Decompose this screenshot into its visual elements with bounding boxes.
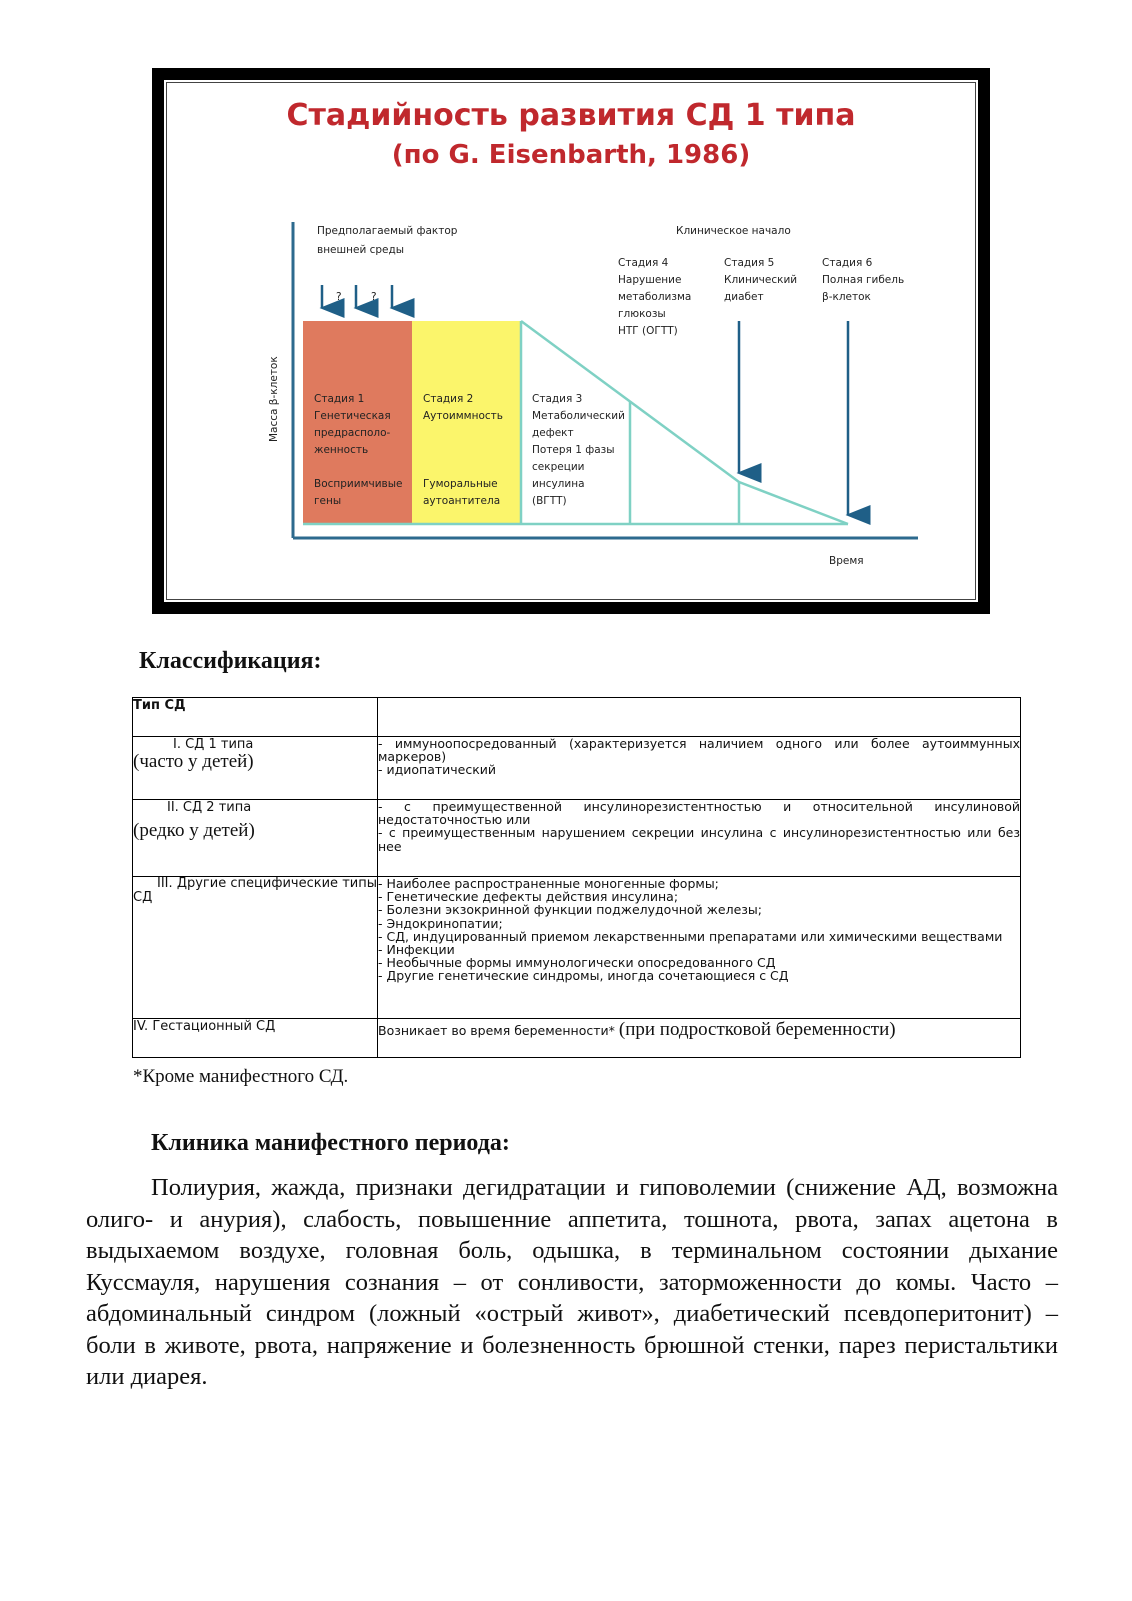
svg-text:дефект: дефект — [532, 427, 574, 439]
svg-text:Полная гибель: Полная гибель — [822, 274, 905, 286]
svg-text:гены: гены — [314, 495, 342, 507]
stage1-block — [303, 321, 412, 524]
svg-text:(ВГТТ): (ВГТТ) — [532, 495, 567, 507]
svg-text:Стадия 1: Стадия 1 — [314, 393, 365, 405]
svg-text:Стадия 2: Стадия 2 — [423, 393, 474, 405]
y-axis-label: Масса β-клеток — [268, 356, 280, 442]
stages-diagram — [164, 80, 978, 602]
svg-text:Стадия 3: Стадия 3 — [532, 393, 583, 405]
classification-heading: Классификация: — [139, 648, 322, 674]
env-factor-label-2: внешней среды — [317, 244, 405, 256]
x-axis-label: Время — [829, 555, 864, 567]
arrow-q2: ? — [371, 291, 377, 303]
svg-text:диабет: диабет — [724, 291, 764, 303]
table-row — [133, 737, 1021, 800]
svg-text:метаболизма: метаболизма — [618, 291, 692, 303]
decline-line-2 — [739, 482, 848, 524]
svg-text:Стадия 4: Стадия 4 — [618, 257, 669, 269]
svg-text:Метаболический: Метаболический — [532, 410, 625, 422]
stage2-block — [412, 321, 521, 524]
header-type: Тип СД — [133, 698, 378, 737]
type-description: - с преимущественной инсулинорезистентностью и относительной инсулиновой недостаточностью или - с преимущественным нарушением секреции инсулина с инсулинорезистентностью или без нее — [378, 800, 1021, 877]
table-row — [133, 877, 1021, 1019]
header-desc — [378, 698, 1021, 737]
table-header-row — [133, 698, 1021, 737]
svg-text:инсулина: инсулина — [532, 478, 585, 490]
svg-text:предрасполо-: предрасполо- — [314, 427, 391, 439]
clinical-onset-label: Клиническое начало — [676, 225, 791, 237]
env-factor-label-1: Предполагаемый фактор — [317, 225, 458, 237]
type-name: IV. Гестационный СД — [133, 1019, 378, 1058]
type-note: (редко у детей) — [133, 820, 255, 841]
arrow-q1: ? — [336, 291, 342, 303]
svg-text:Гуморальные: Гуморальные — [423, 478, 498, 490]
type-note: (часто у детей) — [133, 751, 254, 772]
svg-text:Стадия 6: Стадия 6 — [822, 257, 873, 269]
svg-text:глюкозы: глюкозы — [618, 308, 666, 320]
clinic-paragraph: Полиурия, жажда, признаки дегидратации и гиповолемии (снижение АД, возможна олиго- и анурия), слабость, повышенние аппетита, тошнота, рвота, запах ацетона в выдыхаемом воздухе, головная боль, одышка, в терминальном состоянии дыхание Куссмауля, нарушения сознания – от сонливости, заторможенности до комы. Часто – абдоминальный синдром (ложный «острый живот», диабетический псевдоперитонит) – боли в животе, рвота, напряжение и болезненность брюшной стенки, парез перистальтики или диарея. — [86, 1174, 1058, 1390]
table-row — [133, 1019, 1021, 1058]
stage3-label — [532, 393, 625, 507]
svg-text:Стадия 5: Стадия 5 — [724, 257, 775, 269]
svg-text:Нарушение: Нарушение — [618, 274, 682, 286]
type-name: II. СД 2 типа — [167, 800, 252, 815]
svg-text:Потеря 1 фазы: Потеря 1 фазы — [532, 444, 615, 456]
stage5-label — [724, 257, 797, 303]
svg-text:женность: женность — [314, 444, 369, 456]
clinic-heading: Клиника манифестного периода: — [151, 1130, 510, 1156]
svg-text:НТГ (ОГТТ): НТГ (ОГТТ) — [618, 325, 678, 337]
svg-text:Генетическая: Генетическая — [314, 410, 391, 422]
type-name: I. СД 1 типа — [173, 737, 254, 752]
svg-text:аутоантитела: аутоантитела — [423, 495, 501, 507]
type-name: III. Другие специфические типы СД — [133, 877, 378, 1019]
svg-text:β-клеток: β-клеток — [822, 291, 871, 303]
stage4-label — [618, 257, 691, 337]
svg-text:секреции: секреции — [532, 461, 585, 473]
stage6-label — [822, 257, 904, 303]
svg-text:Восприимчивые: Восприимчивые — [314, 478, 403, 490]
footnote: *Кроме манифестного СД. — [133, 1066, 349, 1087]
table-row — [133, 800, 1021, 877]
svg-text:Аутоиммность: Аутоиммность — [423, 410, 503, 422]
figure-subtitle: (по G. Eisenbarth, 1986) — [391, 140, 751, 170]
figure-canvas — [164, 80, 978, 602]
type-description: - Наиболее распространенные моногенные формы; - Генетические дефекты действия инсулина; - Болезни экзокринной функции поджелудочной железы; - Эндокринопатии; - СД, индуцированный приемом лекарственными препаратами или химическими веществами - Инфекции - Необычные формы иммунологически опосредованного СД - Другие генетические синдромы, иногда сочетающиеся с СД — [378, 877, 1021, 1019]
type-description: - иммуноопосредованный (характеризуется наличием одного или более аутоиммунных маркеров) - идиопатический — [378, 737, 1021, 800]
type-description: Возникает во время беременности* (при подростковой беременности) — [378, 1019, 1021, 1058]
svg-text:Клинический: Клинический — [724, 274, 798, 286]
stages-figure — [152, 68, 990, 614]
classification-table — [132, 697, 1021, 1058]
figure-title: Стадийность развития СД 1 типа — [286, 98, 856, 133]
